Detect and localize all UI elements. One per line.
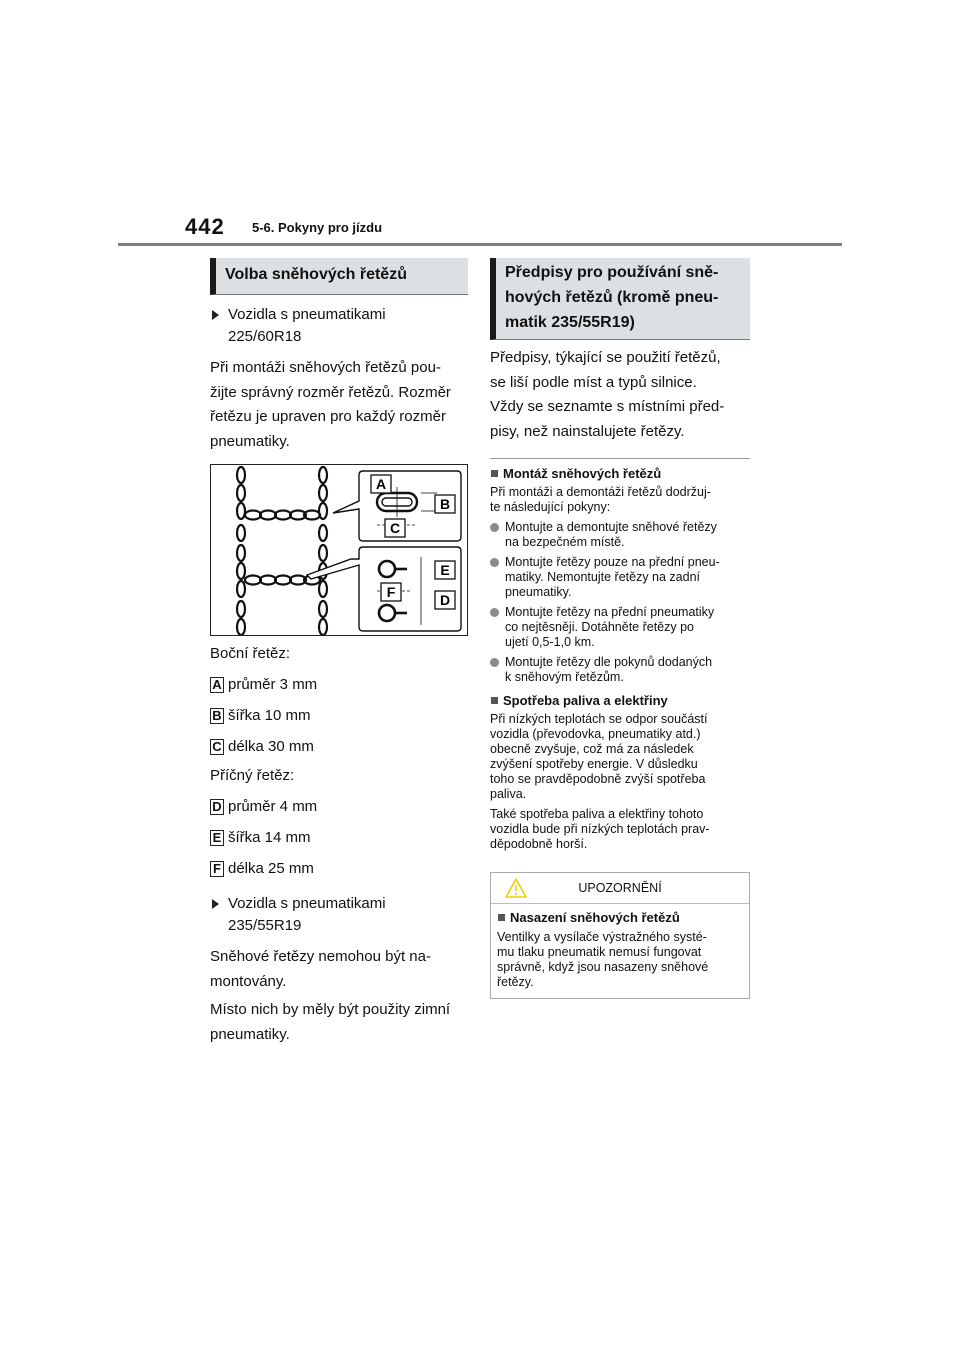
side-chain-left — [237, 467, 245, 635]
diagram-label-d — [435, 591, 455, 609]
circle-bullet-icon — [490, 558, 499, 567]
svg-text:C: C — [389, 520, 401, 536]
square-bullet-icon — [491, 697, 498, 704]
page-number: 442 — [185, 214, 225, 239]
letter-box: B — [210, 708, 224, 724]
mount-heading: Montáž sněhových řetězů — [490, 466, 750, 482]
mount-item: Montujte řetězy pouze na přední pneu- matiky. Nemontujte řetězy na zadní pneumatiky. — [490, 555, 750, 600]
diagram-label-a — [371, 475, 391, 493]
warning-box — [490, 872, 750, 999]
no-chains-paragraph: Sněhové řetězy nemohou být na- montovány. — [210, 948, 431, 990]
diagram-label-e — [435, 561, 455, 579]
left-column — [210, 258, 468, 1047]
warning-body — [491, 904, 749, 998]
warning-text: Ventilky a vysílače výstražného systé- mu tlaku pneumatik nemusí fungovat správně, když jsou nasazeny sněhové řetězy. — [497, 930, 709, 989]
warning-subtitle: Nasazení sněhových řetězů — [497, 910, 743, 926]
regulations-intro: Předpisy, týkající se použití řetězů, se liší podle míst a typů silnice. Vždy se seznamte s místními před- pisy, než nainstalujete řetězy. — [490, 349, 725, 440]
chain-size-paragraph: Při montáži sněhových řetězů pou- žijte správný rozměr řetězů. Rozměr řetězu je upraven pro každý rozměr pneumatiky. — [210, 359, 451, 450]
right-heading: Předpisy pro používání sně- hových řetězů (kromě pneu- matik 235/55R19) — [490, 258, 750, 340]
diagram-label-f — [381, 583, 401, 601]
side-chain-item: A průměr 3 mm — [210, 675, 468, 695]
letter-box: C — [210, 739, 224, 755]
section-divider — [490, 458, 750, 459]
circle-bullet-icon — [490, 523, 499, 532]
right-column — [490, 258, 750, 999]
snow-chain-illustration — [211, 465, 467, 635]
fuel-paragraph-2: Také spotřeba paliva a elektřiny tohoto vozidla bude při nízkých teplotách prav- děpodobně horší. — [490, 807, 710, 851]
cross-chain-top — [245, 511, 320, 520]
diagram-label-b — [435, 495, 455, 513]
side-chain-title: Boční řetěz: — [210, 645, 291, 662]
warning-header — [491, 873, 749, 904]
cross-chain-item: D průměr 4 mm — [210, 797, 468, 817]
tire-bullet-1-text: Vozidla s pneumatikami 225/60R18 — [228, 306, 386, 345]
square-bullet-icon — [498, 914, 505, 921]
circle-bullet-icon — [490, 608, 499, 617]
side-chain-right — [319, 467, 327, 635]
mount-item: Montujte a demontujte sněhové řetězy na bezpečném místě. — [490, 520, 750, 550]
triangle-bullet-icon — [212, 899, 219, 909]
snow-chain-diagram — [210, 464, 468, 636]
header-rule — [118, 243, 842, 246]
cross-chain-item: E šířka 14 mm — [210, 828, 468, 848]
left-heading: Volba sněhových řetězů — [210, 258, 468, 295]
letter-box: A — [210, 677, 224, 693]
section-title: 5-6. Pokyny pro jízdu — [252, 220, 383, 235]
side-chain-item: C délka 30 mm — [210, 737, 468, 757]
svg-text:D: D — [439, 592, 451, 608]
svg-text:E: E — [440, 562, 450, 578]
svg-text:A: A — [375, 476, 387, 492]
letter-box: F — [210, 861, 224, 877]
letter-box: E — [210, 830, 224, 846]
warning-triangle-icon — [505, 878, 527, 898]
square-bullet-icon — [491, 470, 498, 477]
winter-tires-paragraph: Místo nich by měly být použity zimní pneumatiky. — [210, 1001, 451, 1043]
tire-bullet-1 — [210, 304, 468, 348]
fuel-paragraph-1: Při nízkých teplotách se odpor součástí vozidla (převodovka, pneumatiky atd.) obecně zvyšuje, což má za následek zvýšení spotřeby energie. V důsledku toho se pravděpodobně zvýší spotřeba paliva. — [490, 712, 708, 801]
diagram-label-c — [385, 519, 405, 537]
mount-item: Montujte řetězy dle pokynů dodaných k sněhovým řetězům. — [490, 655, 750, 685]
letter-box: D — [210, 799, 224, 815]
cross-chain-title: Příčný řetěz: — [210, 767, 295, 784]
tire-bullet-2-text: Vozidla s pneumatikami 235/55R19 — [228, 895, 386, 934]
cross-chain-item: F délka 25 mm — [210, 859, 468, 879]
fuel-heading: Spotřeba paliva a elektřiny — [490, 693, 750, 709]
tire-bullet-2 — [210, 893, 468, 937]
warning-title: UPOZORNĚNÍ — [578, 881, 662, 895]
side-chain-item: B šířka 10 mm — [210, 706, 468, 726]
circle-bullet-icon — [490, 658, 499, 667]
svg-text:B: B — [439, 496, 451, 512]
mount-intro: Při montáži a demontáži řetězů dodržuj- te následující pokyny: — [490, 485, 711, 514]
triangle-bullet-icon — [212, 310, 219, 320]
svg-text:F: F — [386, 584, 396, 600]
mount-item: Montujte řetězy na přední pneumatiky co nejtěsněji. Dotáhněte řetězy po ujetí 0,5-1,0 km. — [490, 605, 750, 650]
